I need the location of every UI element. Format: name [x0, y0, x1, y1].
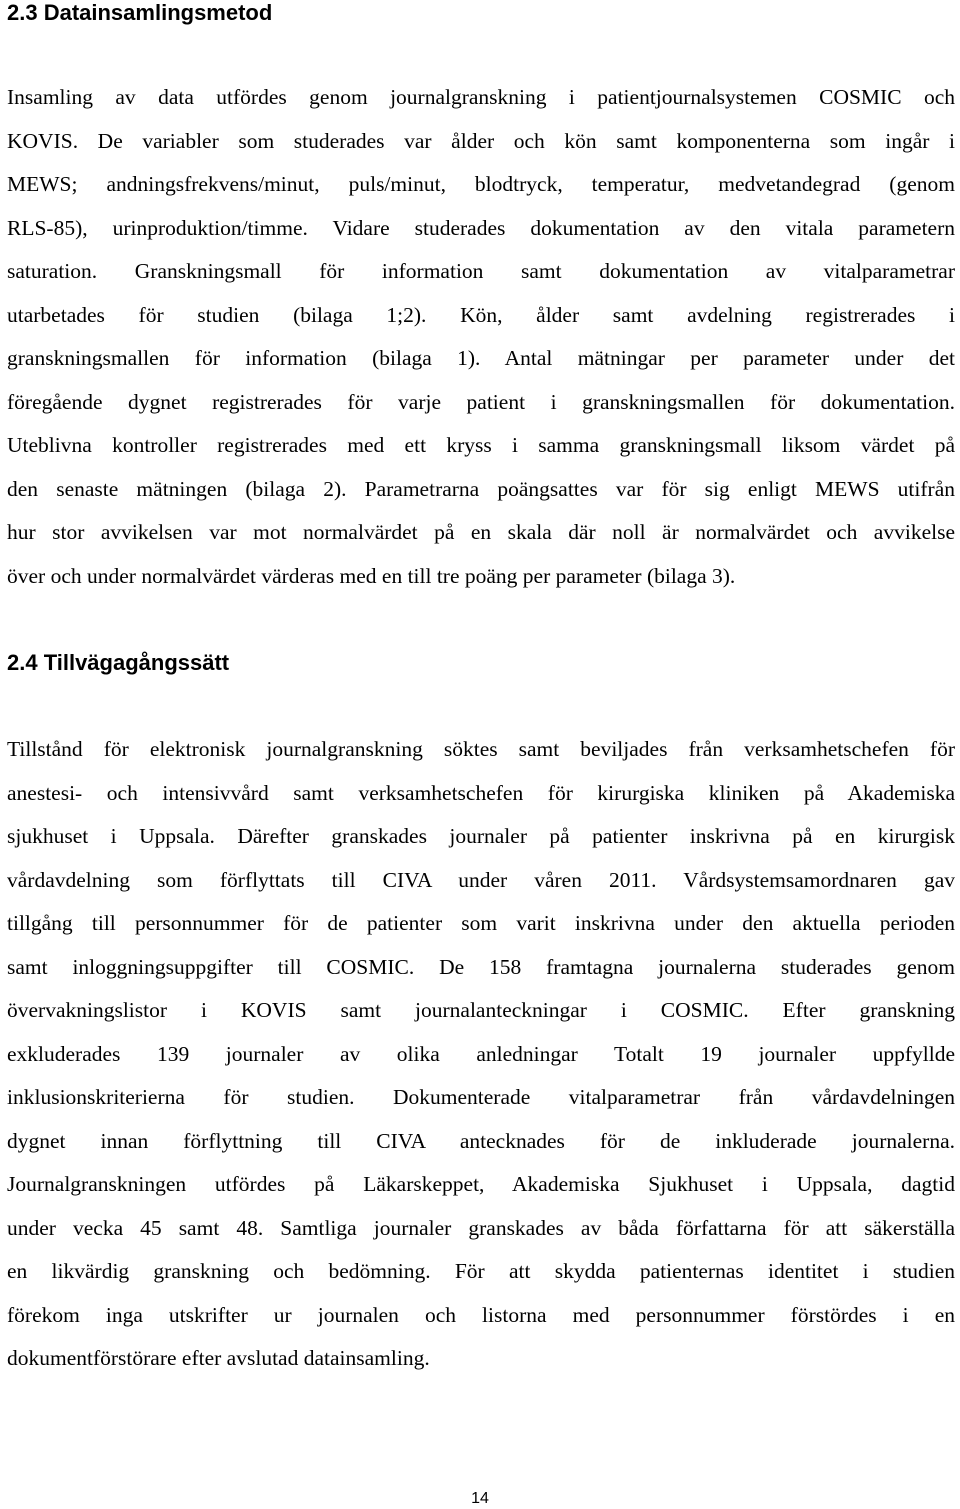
section-heading-datainsamlingsmetod: 2.3 Datainsamlingsmetod [7, 0, 273, 25]
paragraph-line: under vecka 45 samt 48. Samtliga journaler granskades av båda författarna för att säkerställa [7, 1215, 955, 1240]
section-heading-tillvagagangssatt: 2.4 Tillvägagångssätt [7, 650, 230, 675]
paragraph-line: granskningsmallen för information (bilaga 1). Antal mätningar per parameter under det [7, 346, 955, 370]
paragraph-line: övervakningslistor i KOVIS samt journalanteckningar i COSMIC. Efter granskning [7, 998, 955, 1022]
paragraph-line: förekom inga utskrifter ur journalen och listorna med personnummer förstördes i en [7, 1302, 955, 1327]
paragraph-line: en likvärdig granskning och bedömning. För att skydda patienternas identitet i studien [7, 1259, 955, 1283]
paragraph-line: hur stor avvikelsen var mot normalvärdet på en skala där noll är normalvärdet och avvikelse [7, 520, 955, 544]
paragraph-line: Journalgranskningen utfördes på Läkarskeppet, Akademiska Sjukhuset i Uppsala, dagtid [7, 1172, 955, 1196]
paragraph-line: dygnet innan förflyttning till CIVA antecknades för de inkluderade journalerna. [7, 1128, 955, 1153]
paragraph-line: inklusionskriterierna för studien. Dokumenterade vitalparametrar från vårdavdelningen [7, 1085, 955, 1109]
paragraph-line: KOVIS. De variabler som studerades var ålder och kön samt komponenterna som ingår i [7, 128, 955, 153]
paragraph-line: anestesi- och intensivvård samt verksamhetschefen för kirurgiska kliniken på Akademiska [7, 780, 955, 805]
paragraph-datainsamlingsmetod [7, 76, 955, 598]
paragraph-line: över och under normalvärdet värderas med en till tre poäng per parameter (bilaga 3). [7, 563, 736, 588]
paragraph-line: samt inloggningsuppgifter till COSMIC. De 158 framtagna journalerna studerades genom [7, 954, 955, 979]
paragraph-line: MEWS; andningsfrekvens/minut, puls/minut, blodtryck, temperatur, medvetandegrad (genom [7, 172, 955, 196]
paragraph-line: den senaste mätningen (bilaga 2). Parametrarna poängsattes var för sig enligt MEWS utifrån [7, 476, 955, 501]
paragraph-line: dokumentförstörare efter avslutad datainsamling. [7, 1346, 430, 1370]
paragraph-line: utarbetades för studien (bilaga 1;2). Kön, ålder samt avdelning registrerades i [7, 302, 955, 327]
paragraph-line: sjukhuset i Uppsala. Därefter granskades journaler på patienter inskrivna på en kirurgisk [7, 824, 955, 848]
paragraph-line: föregående dygnet registrerades för varje patient i granskningsmallen för dokumentation. [7, 389, 955, 414]
paragraph-line: RLS-85), urinproduktion/timme. Vidare studerades dokumentation av den vitala parametern [7, 215, 955, 240]
paragraph-line: tillgång till personnummer för de patienter som varit inskrivna under den aktuella perioden [7, 911, 955, 935]
paragraph-line: exkluderades 139 journaler av olika anledningar Totalt 19 journaler uppfyllde [7, 1041, 955, 1066]
paragraph-tillvagagangssatt [7, 728, 955, 1381]
paragraph-line: saturation. Granskningsmall för information samt dokumentation av vitalparametrar [7, 259, 955, 283]
page-number: 14 [471, 1490, 489, 1507]
paragraph-line: vårdavdelning som förflyttats till CIVA under våren 2011. Vårdsystemsamordnaren gav [7, 867, 955, 892]
paragraph-line: Tillstånd för elektronisk journalgranskning söktes samt beviljades från verksamhetschefen för [7, 737, 955, 761]
paragraph-line: Insamling av data utfördes genom journalgranskning i patientjournalsystemen COSMIC och [7, 85, 955, 109]
paragraph-line: Uteblivna kontroller registrerades med ett kryss i samma granskningsmall liksom värdet på [7, 433, 955, 457]
